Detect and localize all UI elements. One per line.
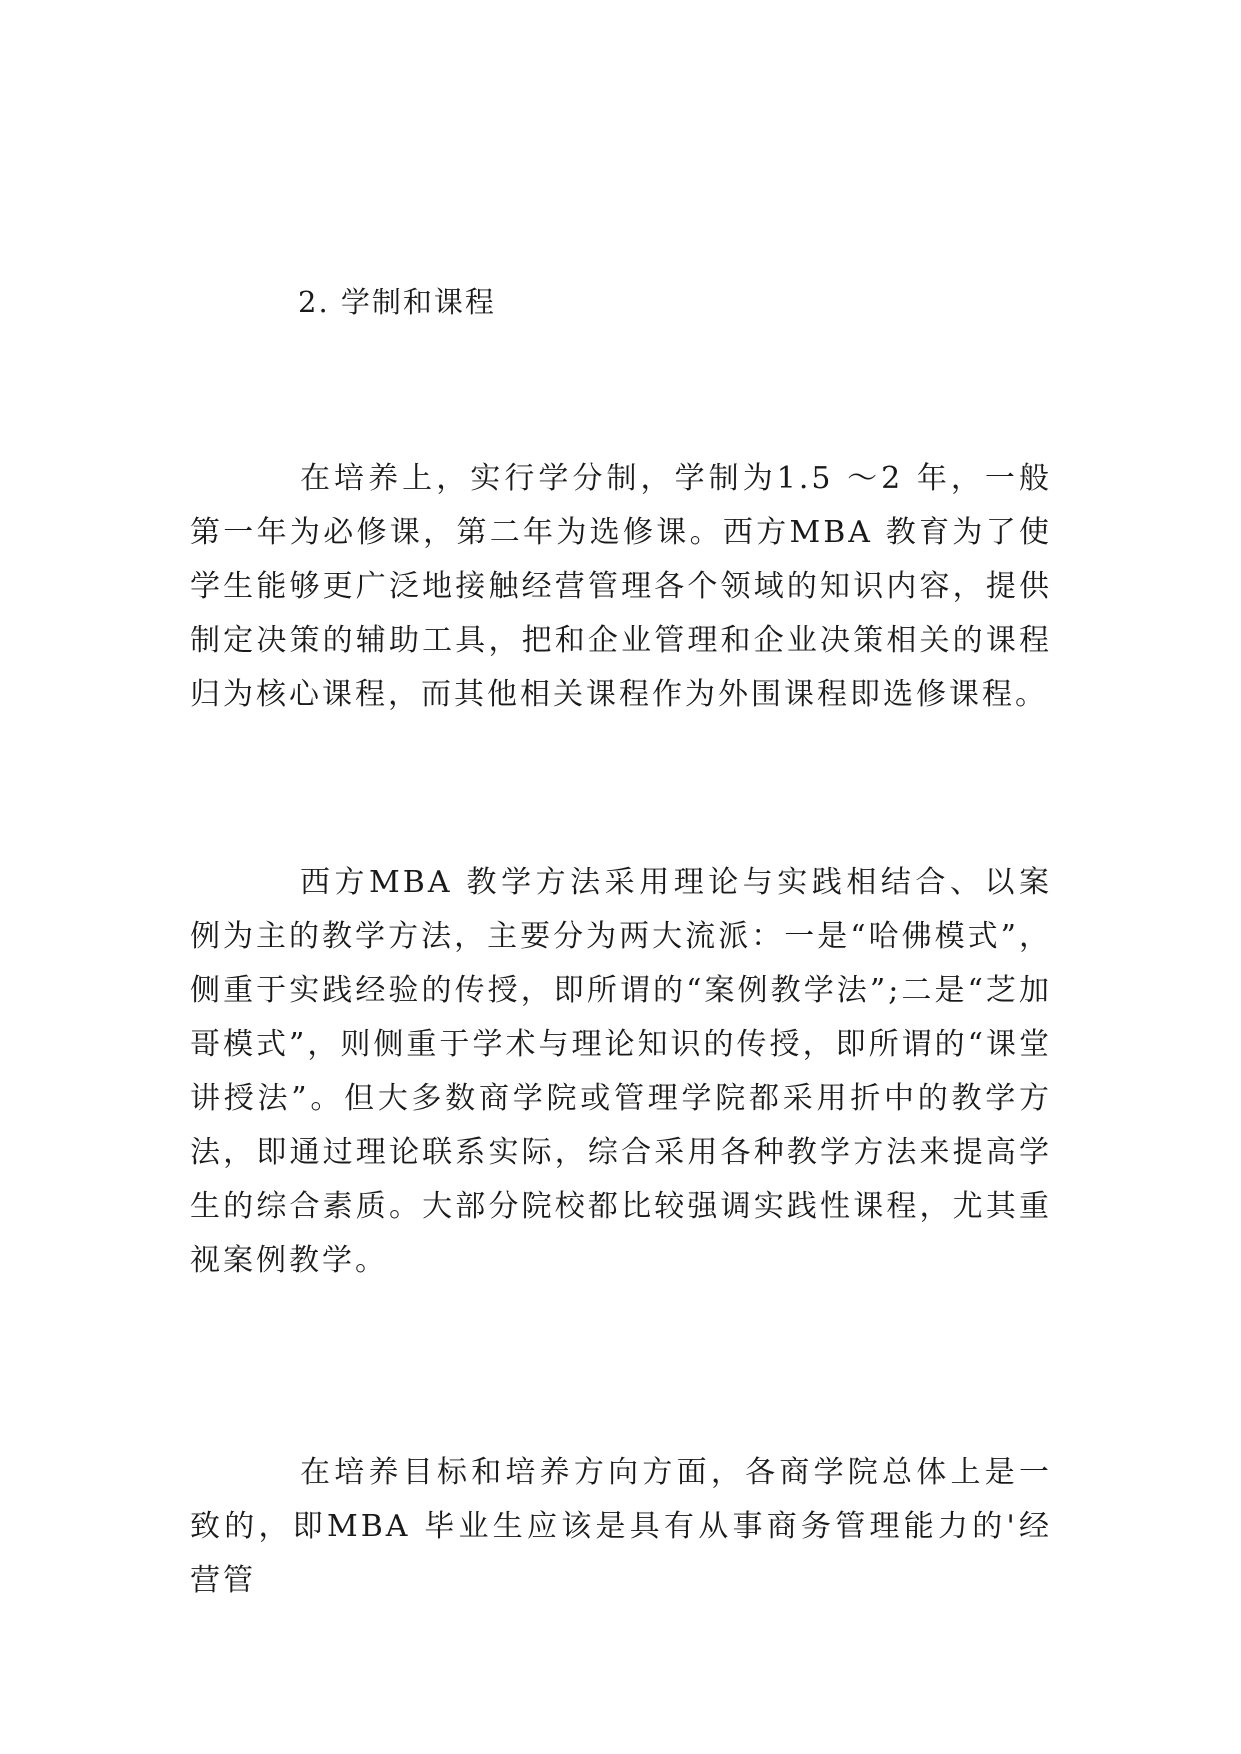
paragraph-training-goals: 在培养目标和培养方向方面，各商学院总体上是一致的，即MBA 毕业生应该是具有从事商务管理能力的'经营管 bbox=[190, 1455, 1052, 1598]
paragraph-study-system: 在培养上，实行学分制，学制为1.5 ～2 年，一般第一年为必修课，第二年为选修课。西方MBA 教育为了使学生能够更广泛地接触经营管理各个领域的知识内容，提供制定决策的辅助工具，把和企业管理和企业决策相关的课程归为核心课程，而其他相关课程作为外围课程即选修课程。 bbox=[190, 461, 1052, 712]
section-heading: 2. 学制和课程 bbox=[298, 285, 496, 319]
paragraph-teaching-methods: 西方MBA 教学方法采用理论与实践相结合、以案例为主的教学方法，主要分为两大流派：一是“哈佛模式”，侧重于实践经验的传授，即所谓的“案例教学法”;二是“芝加哥模式”，则侧重于学术与理论知识的传授，即所谓的“课堂讲授法”。但大多数商学院或管理学院都采用折中的教学方法，即通过理论联系实际，综合采用各种教学方法来提高学生的综合素质。大部分院校都比较强调实践性课程，尤其重视案例教学。 bbox=[190, 865, 1052, 1278]
